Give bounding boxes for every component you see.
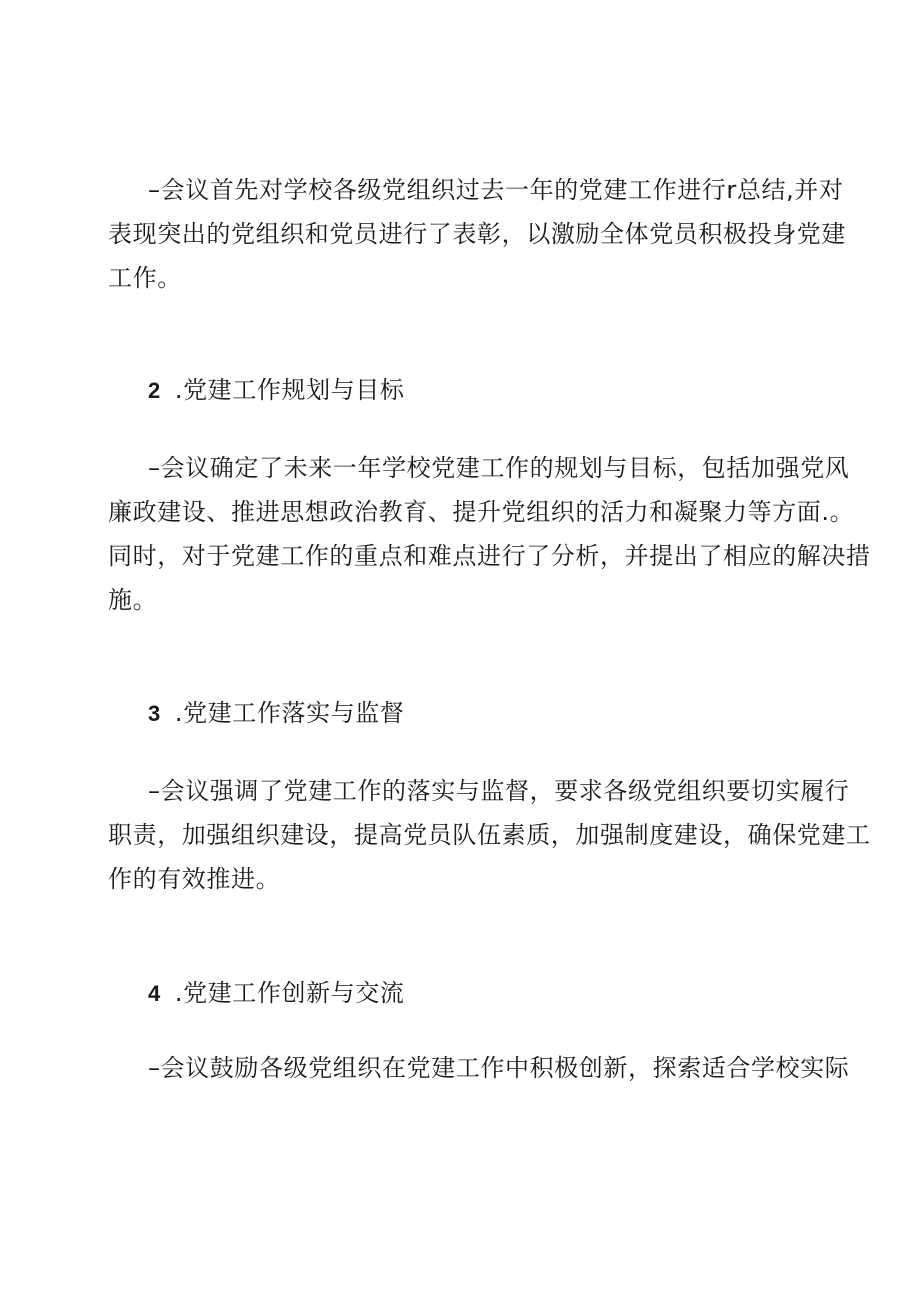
paragraph-line: –会议鼓励各级党组织在党建工作中积极创新，探索适合学校实际 [148, 1054, 850, 1082]
paragraph-line: 廉政建设、推进思想政治教育、提升党组织的活力和凝聚力等方面.。 [108, 498, 855, 526]
paragraph-implementation [108, 769, 871, 901]
paragraph-line: 表现突出的党组织和党员进行了表彰，以激励全体党员积极投身党建 [108, 220, 846, 248]
section-title: .党建工作落实与监督 [174, 699, 405, 727]
paragraph-line: 同时，对于党建工作的重点和难点进行了分析，并提出了相应的解决措 [108, 542, 871, 570]
section-number: 4 [148, 981, 161, 1006]
paragraph-line: –会议首先对学校各级党组织过去一年的党建工作进行r总结,并对 [148, 176, 844, 204]
section-heading-3 [148, 697, 404, 730]
paragraph-planning [108, 446, 871, 622]
paragraph-line: 作的有效推进。 [108, 865, 281, 893]
section-number: 2 [148, 378, 161, 403]
paragraph-line: –会议确定了未来一年学校党建工作的规划与目标，包括加强党风 [148, 454, 850, 482]
section-title: .党建工作创新与交流 [174, 979, 405, 1007]
section-heading-4 [148, 977, 404, 1010]
section-number: 3 [148, 701, 161, 726]
paragraph-line: –会议强调了党建工作的落实与监督，要求各级党组织要切实履行 [148, 777, 850, 805]
paragraph-innovation [108, 1046, 850, 1090]
section-title: .党建工作规划与目标 [174, 376, 405, 404]
paragraph-summary [108, 168, 846, 300]
paragraph-line: 施。 [108, 586, 158, 614]
section-heading-2 [148, 374, 404, 407]
paragraph-line: 职责，加强组织建设，提高党员队伍素质，加强制度建设，确保党建工 [108, 821, 871, 849]
paragraph-line: 工作。 [108, 264, 182, 292]
